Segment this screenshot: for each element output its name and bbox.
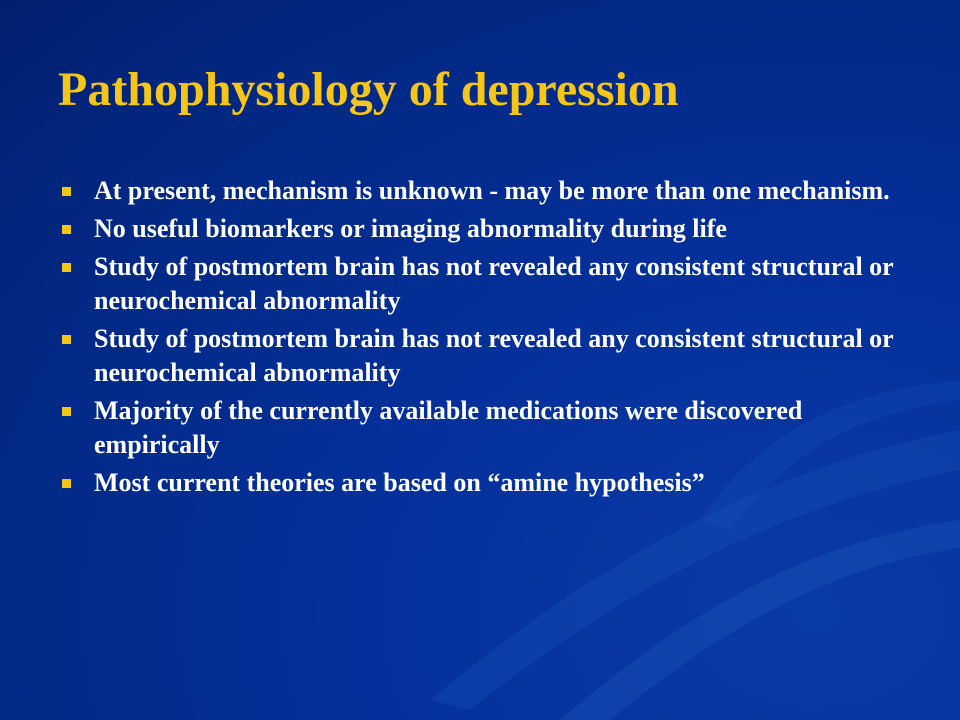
bullet-item	[58, 212, 918, 246]
square-bullet-icon	[62, 407, 71, 416]
square-bullet-icon	[62, 263, 71, 272]
square-bullet-icon	[62, 479, 71, 488]
square-bullet-icon	[62, 187, 71, 196]
square-bullet-icon	[62, 225, 71, 234]
bullet-text: At present, mechanism is unknown - may be more than one mechanism.	[94, 176, 890, 205]
bullet-item	[58, 250, 918, 318]
bullet-item	[58, 174, 918, 208]
bullet-text: Majority of the currently available medications were discovered empirically	[94, 396, 803, 459]
square-bullet-icon	[62, 335, 71, 344]
bullet-list	[58, 174, 918, 504]
bullet-item	[58, 394, 918, 462]
bullet-text: No useful biomarkers or imaging abnormality during life	[94, 214, 727, 243]
bullet-text: Most current theories are based on “amine hypothesis”	[94, 468, 705, 497]
bullet-item	[58, 466, 918, 500]
bullet-text: Study of postmortem brain has not revealed any consistent structural or neurochemical abnormality	[94, 252, 894, 315]
bullet-text: Study of postmortem brain has not revealed any consistent structural or neurochemical abnormality	[94, 324, 894, 387]
slide-title: Pathophysiology of depression	[58, 63, 679, 116]
bullet-item	[58, 322, 918, 390]
